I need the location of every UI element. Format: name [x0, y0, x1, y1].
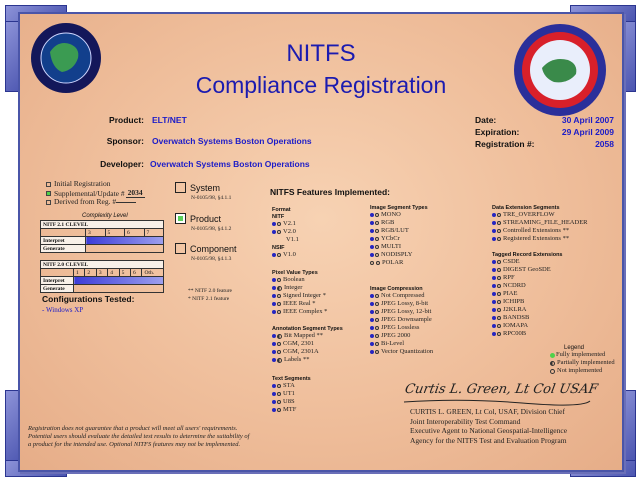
pixel-item: IEEE Real *	[272, 300, 327, 308]
developer-label: Developer:	[100, 159, 144, 169]
annotation-item: Bit Mapped **	[272, 332, 343, 340]
annotation-item: CGM, 2301A	[272, 348, 343, 356]
disclaimer-line-2: Potential users should evaluate the detailed test results to determine the suitability of	[28, 433, 250, 440]
clevel-21-table	[40, 220, 164, 253]
pixel-title: Pixel Value Types	[272, 270, 318, 276]
initial-label: Initial Registration	[54, 179, 111, 188]
expiration-label: Expiration:	[475, 127, 520, 137]
compression-group	[370, 286, 433, 356]
compression-item: JPEG 2000	[370, 332, 433, 340]
legend-full: Fully implemented	[550, 351, 615, 359]
pixel-item: Boolean	[272, 276, 327, 284]
cl20-interpret: Interpret	[41, 277, 74, 285]
pixel-item: Integer	[272, 284, 327, 292]
signer-role-2: Agency for the NITFS Test and Evaluation Program	[410, 435, 567, 445]
signer-org: Joint Interoperability Test Command	[410, 416, 521, 426]
footnote-20: ** NITF 2.0 feature	[188, 288, 232, 294]
complexity-title: Complexity Level	[82, 213, 128, 219]
cl21-interpret: Interpret	[41, 237, 86, 245]
legend-none: Not implemented	[550, 367, 615, 375]
format-group	[272, 207, 299, 259]
signer-role-1: Executive Agent to National Geospatial-Intelligence	[410, 426, 568, 435]
footnote-21: * NITF 2.1 feature	[188, 296, 230, 302]
page-subtitle: Compliance Registration	[195, 72, 447, 98]
registration-value: 2058	[595, 139, 614, 149]
product-type	[175, 213, 221, 224]
compression-item: Not Compressed	[370, 292, 433, 300]
page-title: NITFS	[286, 40, 356, 67]
des-item: TRE_OVERFLOW	[492, 211, 588, 219]
des-item: STREAMING_FILE_HEADER	[492, 219, 588, 227]
image-item: RGB	[370, 219, 428, 227]
legend-partial: Partially implemented	[550, 359, 615, 367]
annotation-item: CGM, 2301	[272, 340, 343, 348]
signer-name: CURTIS L. GREEN, Lt Col, USAF, Division Chief	[410, 407, 565, 416]
annotation-title: Annotation Segment Types	[272, 326, 343, 332]
text-item: MTF	[272, 406, 311, 414]
derived-label: Derived from Reg. #	[54, 197, 117, 206]
cl21-generate: Generate	[41, 245, 86, 253]
cl20-level: 5	[119, 269, 130, 277]
supplemental-label: Supplemental/Update #	[54, 188, 125, 198]
sponsor-label: Sponsor:	[106, 136, 144, 146]
annotation-item: Labels **	[272, 356, 343, 364]
component-ref: N-0105/98, §4.1.3	[191, 256, 232, 262]
tre-item: DIGEST GeoSDE	[492, 266, 563, 274]
system-type	[175, 182, 220, 193]
text-group	[272, 376, 311, 414]
text-item: U8S	[272, 398, 311, 406]
legend	[550, 345, 615, 375]
registration-label: Registration #:	[475, 139, 535, 149]
product-checkbox	[175, 213, 186, 224]
derived-checkbox	[46, 200, 51, 205]
product-type-label: Product	[190, 213, 222, 224]
nsif-label: NSIF	[272, 245, 285, 251]
product-ref: N-0105/98, §4.1.2	[191, 226, 232, 232]
nitf-label: NITF	[272, 214, 285, 220]
tre-item: CSDE	[492, 258, 563, 266]
product-value: ELT/NET	[152, 115, 187, 125]
system-label: System	[190, 182, 221, 193]
features-title: NITFS Features Implemented:	[270, 187, 390, 197]
clevel-21-label: NITF 2.1 CLEVEL	[41, 221, 164, 229]
tre-item: RPF	[492, 274, 563, 282]
component-type	[175, 243, 237, 254]
disclaimer	[28, 425, 249, 449]
tre-item: BANDSB	[492, 314, 563, 322]
cl20-level: 2	[85, 269, 96, 277]
cl21-level: 5	[105, 229, 125, 237]
cl21-level: 3	[86, 229, 106, 237]
sponsor-value: Overwatch Systems Boston Operations	[152, 136, 312, 146]
signature-line-icon	[402, 398, 592, 406]
compression-item: JPEG Lossy, 12-bit	[370, 308, 433, 316]
format-item: V2.0	[272, 228, 299, 236]
derived-registration	[46, 198, 136, 206]
cl20-generate: Generate	[41, 285, 74, 293]
tre-item: NCDRD	[492, 282, 563, 290]
certificate	[18, 12, 624, 472]
compression-item: JPEG Lossless	[370, 324, 433, 332]
cl20-level: 6	[131, 269, 142, 277]
format-item: V2.1	[272, 220, 299, 228]
des-title: Data Extension Segments	[492, 205, 560, 211]
system-ref: N-0105/98, §4.1.1	[191, 195, 232, 201]
cl20-level: Oth.	[142, 269, 164, 277]
compression-item: JPEG Downsample	[370, 316, 433, 324]
legend-title: Legend	[564, 345, 585, 351]
compression-title: Image Compression	[370, 286, 423, 292]
cl21-level: 6	[125, 229, 145, 237]
initial-checkbox	[46, 182, 51, 187]
disclaimer-line-1: Registration does not guarantee that a product will meet all users' requirements.	[28, 425, 238, 432]
signature-block	[410, 407, 567, 445]
expiration-value: 29 April 2009	[561, 127, 614, 137]
supplemental-number: 2034	[127, 188, 143, 197]
developer-value: Overwatch Systems Boston Operations	[150, 159, 310, 169]
image-item: NODISPLY	[370, 251, 428, 259]
image-item: POLAR	[370, 259, 428, 267]
compression-item: Vector Quantization	[370, 348, 433, 356]
date-label: Date:	[475, 115, 497, 125]
system-checkbox	[175, 182, 186, 193]
format-item: V1.1	[286, 236, 299, 243]
tre-group	[492, 252, 563, 338]
image-item: YCbCr	[370, 235, 428, 243]
annotation-group	[272, 326, 343, 364]
cl21-level: 7	[144, 229, 164, 237]
disclaimer-line-3: a product for the intended use. Optional NITFS features may not be implemented.	[28, 441, 241, 448]
date-value: 30 April 2007	[561, 115, 614, 125]
clevel-20-label: NITF 2.0 CLEVEL	[41, 261, 164, 269]
product-label: Product:	[109, 115, 144, 125]
des-item: Controlled Extensions **	[492, 227, 588, 235]
cl20-level: 4	[108, 269, 119, 277]
text-item: STA	[272, 382, 311, 390]
component-checkbox	[175, 243, 186, 254]
tre-item: RPC00B	[492, 330, 563, 338]
image-group	[370, 205, 428, 267]
configs-item: - Windows XP	[42, 306, 84, 314]
configs-label: Configurations Tested:	[42, 294, 135, 304]
tre-item: PIAE	[492, 290, 563, 298]
tre-item: J2KLRA	[492, 306, 563, 314]
format-item: V1.0	[272, 251, 299, 259]
compression-item: Bi-Level	[370, 340, 433, 348]
pixel-item: Signed Integer *	[272, 292, 327, 300]
text-item: UT1	[272, 390, 311, 398]
image-item: RGB/LUT	[370, 227, 428, 235]
tre-title: Tagged Record Extensions	[492, 252, 563, 258]
clevel-20-table	[40, 260, 164, 293]
des-item: Registered Extensions **	[492, 235, 588, 243]
des-group	[492, 205, 588, 243]
pixel-group	[272, 270, 327, 316]
compression-item: JPEG Lossy, 8-bit	[370, 300, 433, 308]
image-title: Image Segment Types	[370, 205, 428, 211]
component-label: Component	[190, 243, 237, 254]
text-title: Text Segments	[272, 376, 311, 382]
tre-item: IOMAPA	[492, 322, 563, 330]
cl20-level: 3	[96, 269, 107, 277]
jitc-seal-icon	[512, 22, 608, 118]
handwritten-signature: Curtis L. Green, Lt Col USAF	[403, 382, 599, 397]
pixel-item: IEEE Complex *	[272, 308, 327, 316]
image-item: MONO	[370, 211, 428, 219]
image-item: MULTI	[370, 243, 428, 251]
tre-item: ICHIPB	[492, 298, 563, 306]
format-title: Format	[272, 207, 291, 213]
cl20-level: 1	[74, 269, 85, 277]
initial-registration	[46, 180, 110, 188]
supplemental-checkbox	[46, 191, 51, 196]
